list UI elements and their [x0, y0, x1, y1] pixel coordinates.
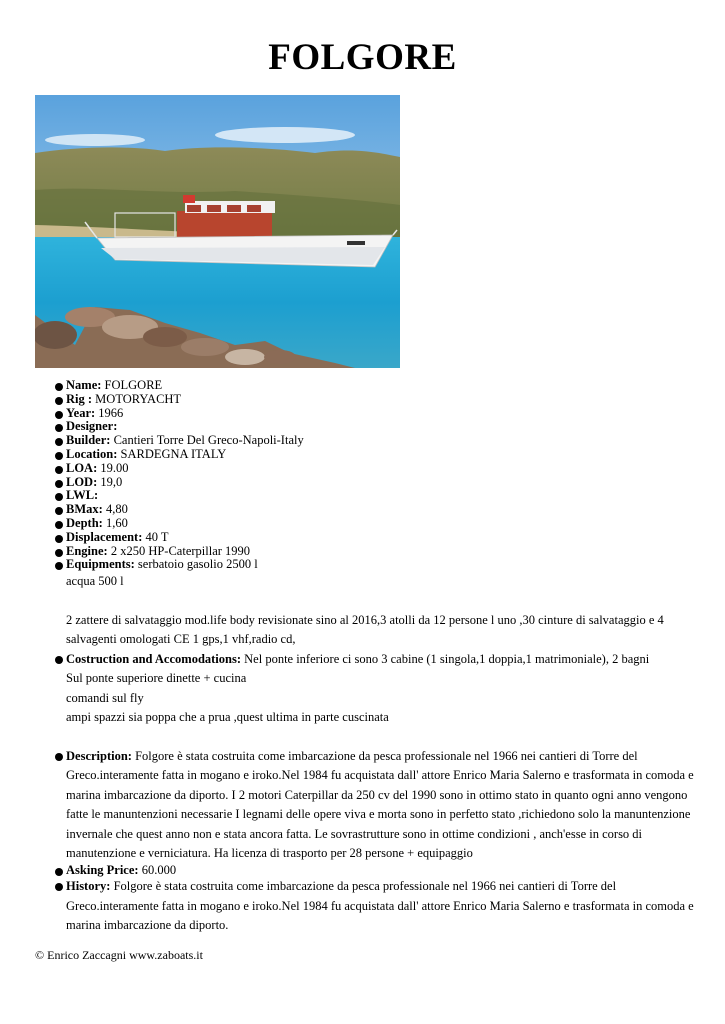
spec-lwl: LWL: [55, 489, 705, 503]
bullet-icon [55, 438, 63, 446]
construction-line-2: Sul ponte superiore dinette + cucina [66, 671, 247, 686]
spec-engine: Engine: 2 x250 HP-Caterpillar 1990 [55, 545, 705, 559]
bullet-icon [55, 753, 63, 761]
bullet-icon [55, 493, 63, 501]
spec-asking-price: Asking Price: 60.000 [55, 864, 705, 878]
bullet-icon [55, 397, 63, 405]
spec-construction: Costruction and Accomodations: Nel ponte inferiore ci sono 3 cabine (1 singola,1 doppia,1 matrimoniale), 2 bagni [55, 650, 705, 670]
bullet-icon [55, 656, 63, 664]
spec-name: Name: FOLGORE [55, 379, 705, 393]
bullet-icon [55, 411, 63, 419]
bullet-icon [55, 868, 63, 876]
bullet-icon [55, 383, 63, 391]
equipments-paragraph: 2 zattere di salvataggio mod.life body revisionate sino al 2016,3 atolli da 12 persone l uno ,30 cinture di salvataggio e 4 salvagenti omologati CE 1 gps,1 vhf,radio cd, [66, 612, 664, 647]
equipments-line-2: acqua 500 l [66, 574, 124, 589]
bullet-icon [55, 521, 63, 529]
spec-bmax: BMax: 4,80 [55, 503, 705, 517]
boat-photo [35, 95, 400, 368]
bullet-icon [55, 424, 63, 432]
bullet-icon [55, 452, 63, 460]
footer-copyright: © Enrico Zaccagni www.zaboats.it [35, 948, 203, 962]
spec-depth: Depth: 1,60 [55, 517, 705, 531]
construction-line-4: ampi spazzi sia poppa che a prua ,quest ultima in parte cuscinata [66, 710, 389, 725]
bullet-icon [55, 507, 63, 515]
bullet-icon [55, 466, 63, 474]
bullet-icon [55, 535, 63, 543]
construction-line-3: comandi sul fly [66, 690, 144, 705]
bullet-icon [55, 480, 63, 488]
spec-rig: Rig : MOTORYACHT [55, 393, 705, 407]
spec-displacement: Displacement: 40 T [55, 531, 705, 545]
spec-location: Location: SARDEGNA ITALY [55, 448, 705, 462]
spec-year: Year: 1966 [55, 407, 705, 421]
spec-lod: LOD: 19,0 [55, 476, 705, 490]
bullet-icon [55, 562, 63, 570]
spec-builder: Builder: Cantieri Torre Del Greco-Napoli-Italy [55, 434, 705, 448]
spec-designer: Designer: [55, 420, 705, 434]
spec-loa: LOA: 19.00 [55, 462, 705, 476]
bullet-icon [55, 883, 63, 891]
bullet-icon [55, 549, 63, 557]
spec-history: History: Folgore è stata costruita come imbarcazione da pesca professionale nel 1966 nei cantieri di Torre del Greco.interamente fatta in mogano e iroko.Nel 1984 fu acquistata dall' attore Enrico Maria Salerno e trasformata in comoda e marina imbarcazione da diporto. [55, 877, 705, 936]
spec-description: Description: Folgore è stata costruita come imbarcazione da pesca professionale nel 1966 nei cantieri di Torre del Greco.interamente fatta in mogano e iroko.Nel 1984 fu acquistata dall' attore Enrico Maria Salerno e trasformata in comoda e marina imbarcazione da diporto. I 2 motori Caterpillar da 250 cv del 1990 sono in ottimo stato in quanto ogni anno vengono fatte le manuntenzioni necessarie I legnami delle opere viva e morta sono in perfetto stato ,richiedono solo la manuntenzione invernale che quest anno non e stata ancora fatta. Le sovrastrutture sono in ottime condizioni , anch'esse in corso di manutenzione e verniciatura. Ha licenza di trasporto per 28 persone + equipaggio [55, 747, 705, 864]
page-title: FOLGORE [268, 37, 457, 78]
specs-list [55, 379, 705, 936]
spec-equipments: Equipments: serbatoio gasolio 2500 l [55, 558, 705, 572]
